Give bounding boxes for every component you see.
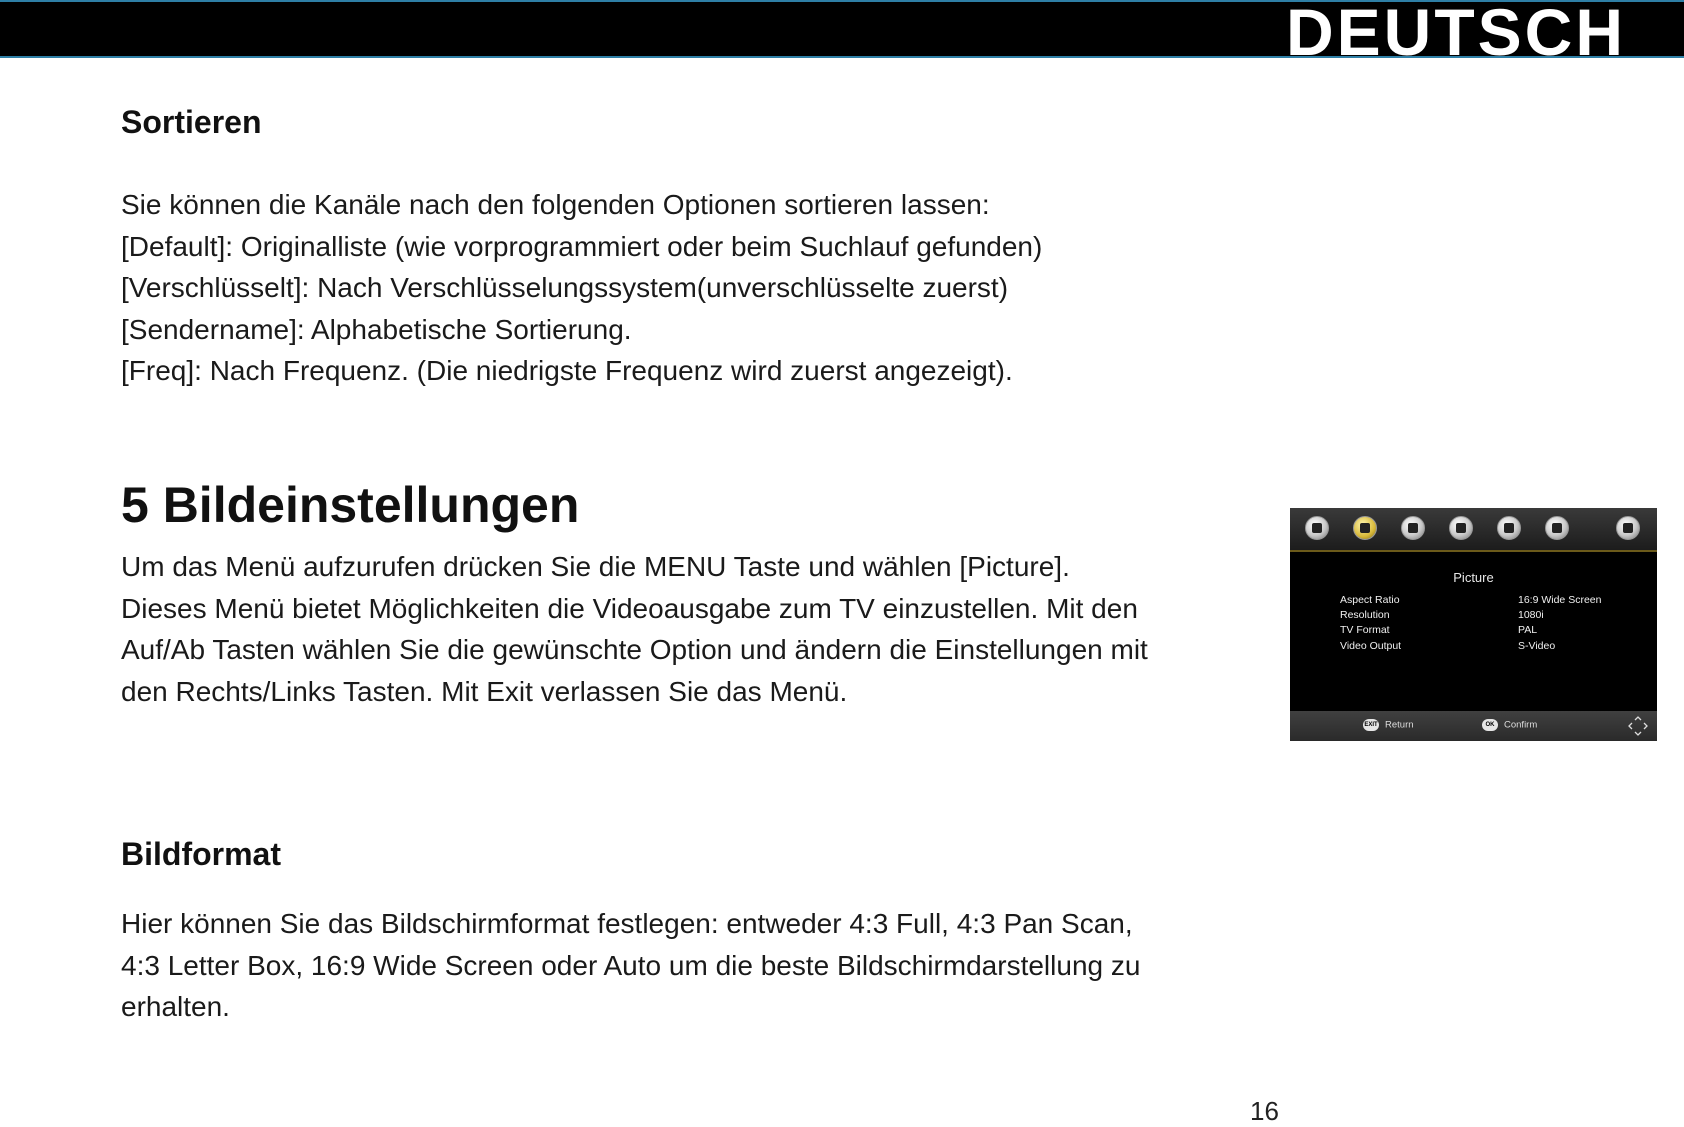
text-line: [Default]: Originalliste (wie vorprogrammiert oder beim Suchlauf gefunden): [121, 230, 1043, 262]
section-heading-sortieren: Sortieren: [121, 104, 262, 140]
tv-menu-row: [1340, 640, 1640, 655]
tv-menu-hint-bar: [1290, 711, 1657, 741]
tv-row-value: 16:9 Wide Screen: [1518, 594, 1602, 606]
text-line: Um das Menü aufzurufen drücken Sie die MENU Taste und wählen [Picture].: [121, 551, 1070, 582]
text-line: Auf/Ab Tasten wählen Sie die gewünschte Option und ändern die Einstellungen mit: [121, 634, 1148, 665]
text-line: 4:3 Letter Box, 16:9 Wide Screen oder Auto um die beste Bildschirmdarstellung zu: [121, 949, 1141, 981]
header-bar: [0, 0, 1684, 69]
text-line: [Sendername]: Alphabetische Sortierung.: [121, 313, 632, 345]
language-label: DEUTSCH: [1285, 0, 1626, 69]
settings-gear-icon: [1545, 516, 1569, 540]
tv-row-value: S-Video: [1518, 640, 1556, 652]
exit-key-icon: EXIT: [1363, 719, 1379, 731]
tv-row-label: Video Output: [1340, 640, 1402, 652]
tv-row-label: TV Format: [1340, 624, 1390, 636]
text-line: [Freq]: Nach Frequenz. (Die niedrigste Frequenz wird zuerst angezeigt).: [121, 355, 1013, 386]
tv-row-label: Resolution: [1340, 609, 1390, 621]
tv-menu-tab-bar: [1290, 508, 1657, 552]
tv-menu-row: [1340, 609, 1640, 624]
tv-menu-row: [1340, 594, 1640, 609]
tv-row-value: PAL: [1518, 624, 1538, 636]
sort-paragraph: [121, 184, 1042, 392]
tools-icon: [1616, 516, 1640, 540]
text-line: Dieses Menü bietet Möglichkeiten die Videoausgabe zum TV einzustellen. Mit den: [121, 592, 1138, 624]
format-paragraph: [121, 903, 1140, 1028]
search-icon: [1401, 516, 1425, 540]
section-heading-bildeinstellungen: 5 Bildeinstellungen: [121, 477, 580, 533]
tv-menu-screenshot: [1290, 508, 1657, 741]
navigation-arrows-icon: [1627, 715, 1649, 737]
text-line: [Verschlüsselt]: Nach Verschlüsselungssystem(unverschlüsselte zuerst): [121, 272, 1009, 303]
tv-row-label: Aspect Ratio: [1340, 594, 1400, 606]
globe-icon: [1497, 516, 1521, 540]
text-line: Sie können die Kanäle nach den folgenden Optionen sortieren lassen:: [121, 189, 990, 220]
tv-menu-row: [1340, 624, 1640, 639]
text-line: erhalten.: [121, 991, 230, 1022]
picture-icon: [1353, 516, 1377, 540]
time-icon: [1449, 516, 1473, 540]
tv-menu-title: Picture: [1453, 570, 1494, 585]
confirm-label: Confirm: [1504, 719, 1538, 731]
ok-key-icon: OK: [1482, 719, 1498, 731]
picture-paragraph: [121, 546, 1148, 712]
return-hint: [1363, 719, 1414, 731]
return-label: Return: [1385, 719, 1414, 731]
text-line: den Rechts/Links Tasten. Mit Exit verlassen Sie das Menü.: [121, 675, 848, 707]
tv-row-value: 1080i: [1518, 609, 1544, 621]
channel-list-icon: [1305, 516, 1329, 540]
section-heading-bildformat: Bildformat: [121, 836, 281, 872]
text-line: Hier können Sie das Bildschirmformat festlegen: entweder 4:3 Full, 4:3 Pan Scan,: [121, 908, 1133, 939]
page-number: 16: [1250, 1096, 1279, 1126]
confirm-hint: [1482, 719, 1537, 731]
